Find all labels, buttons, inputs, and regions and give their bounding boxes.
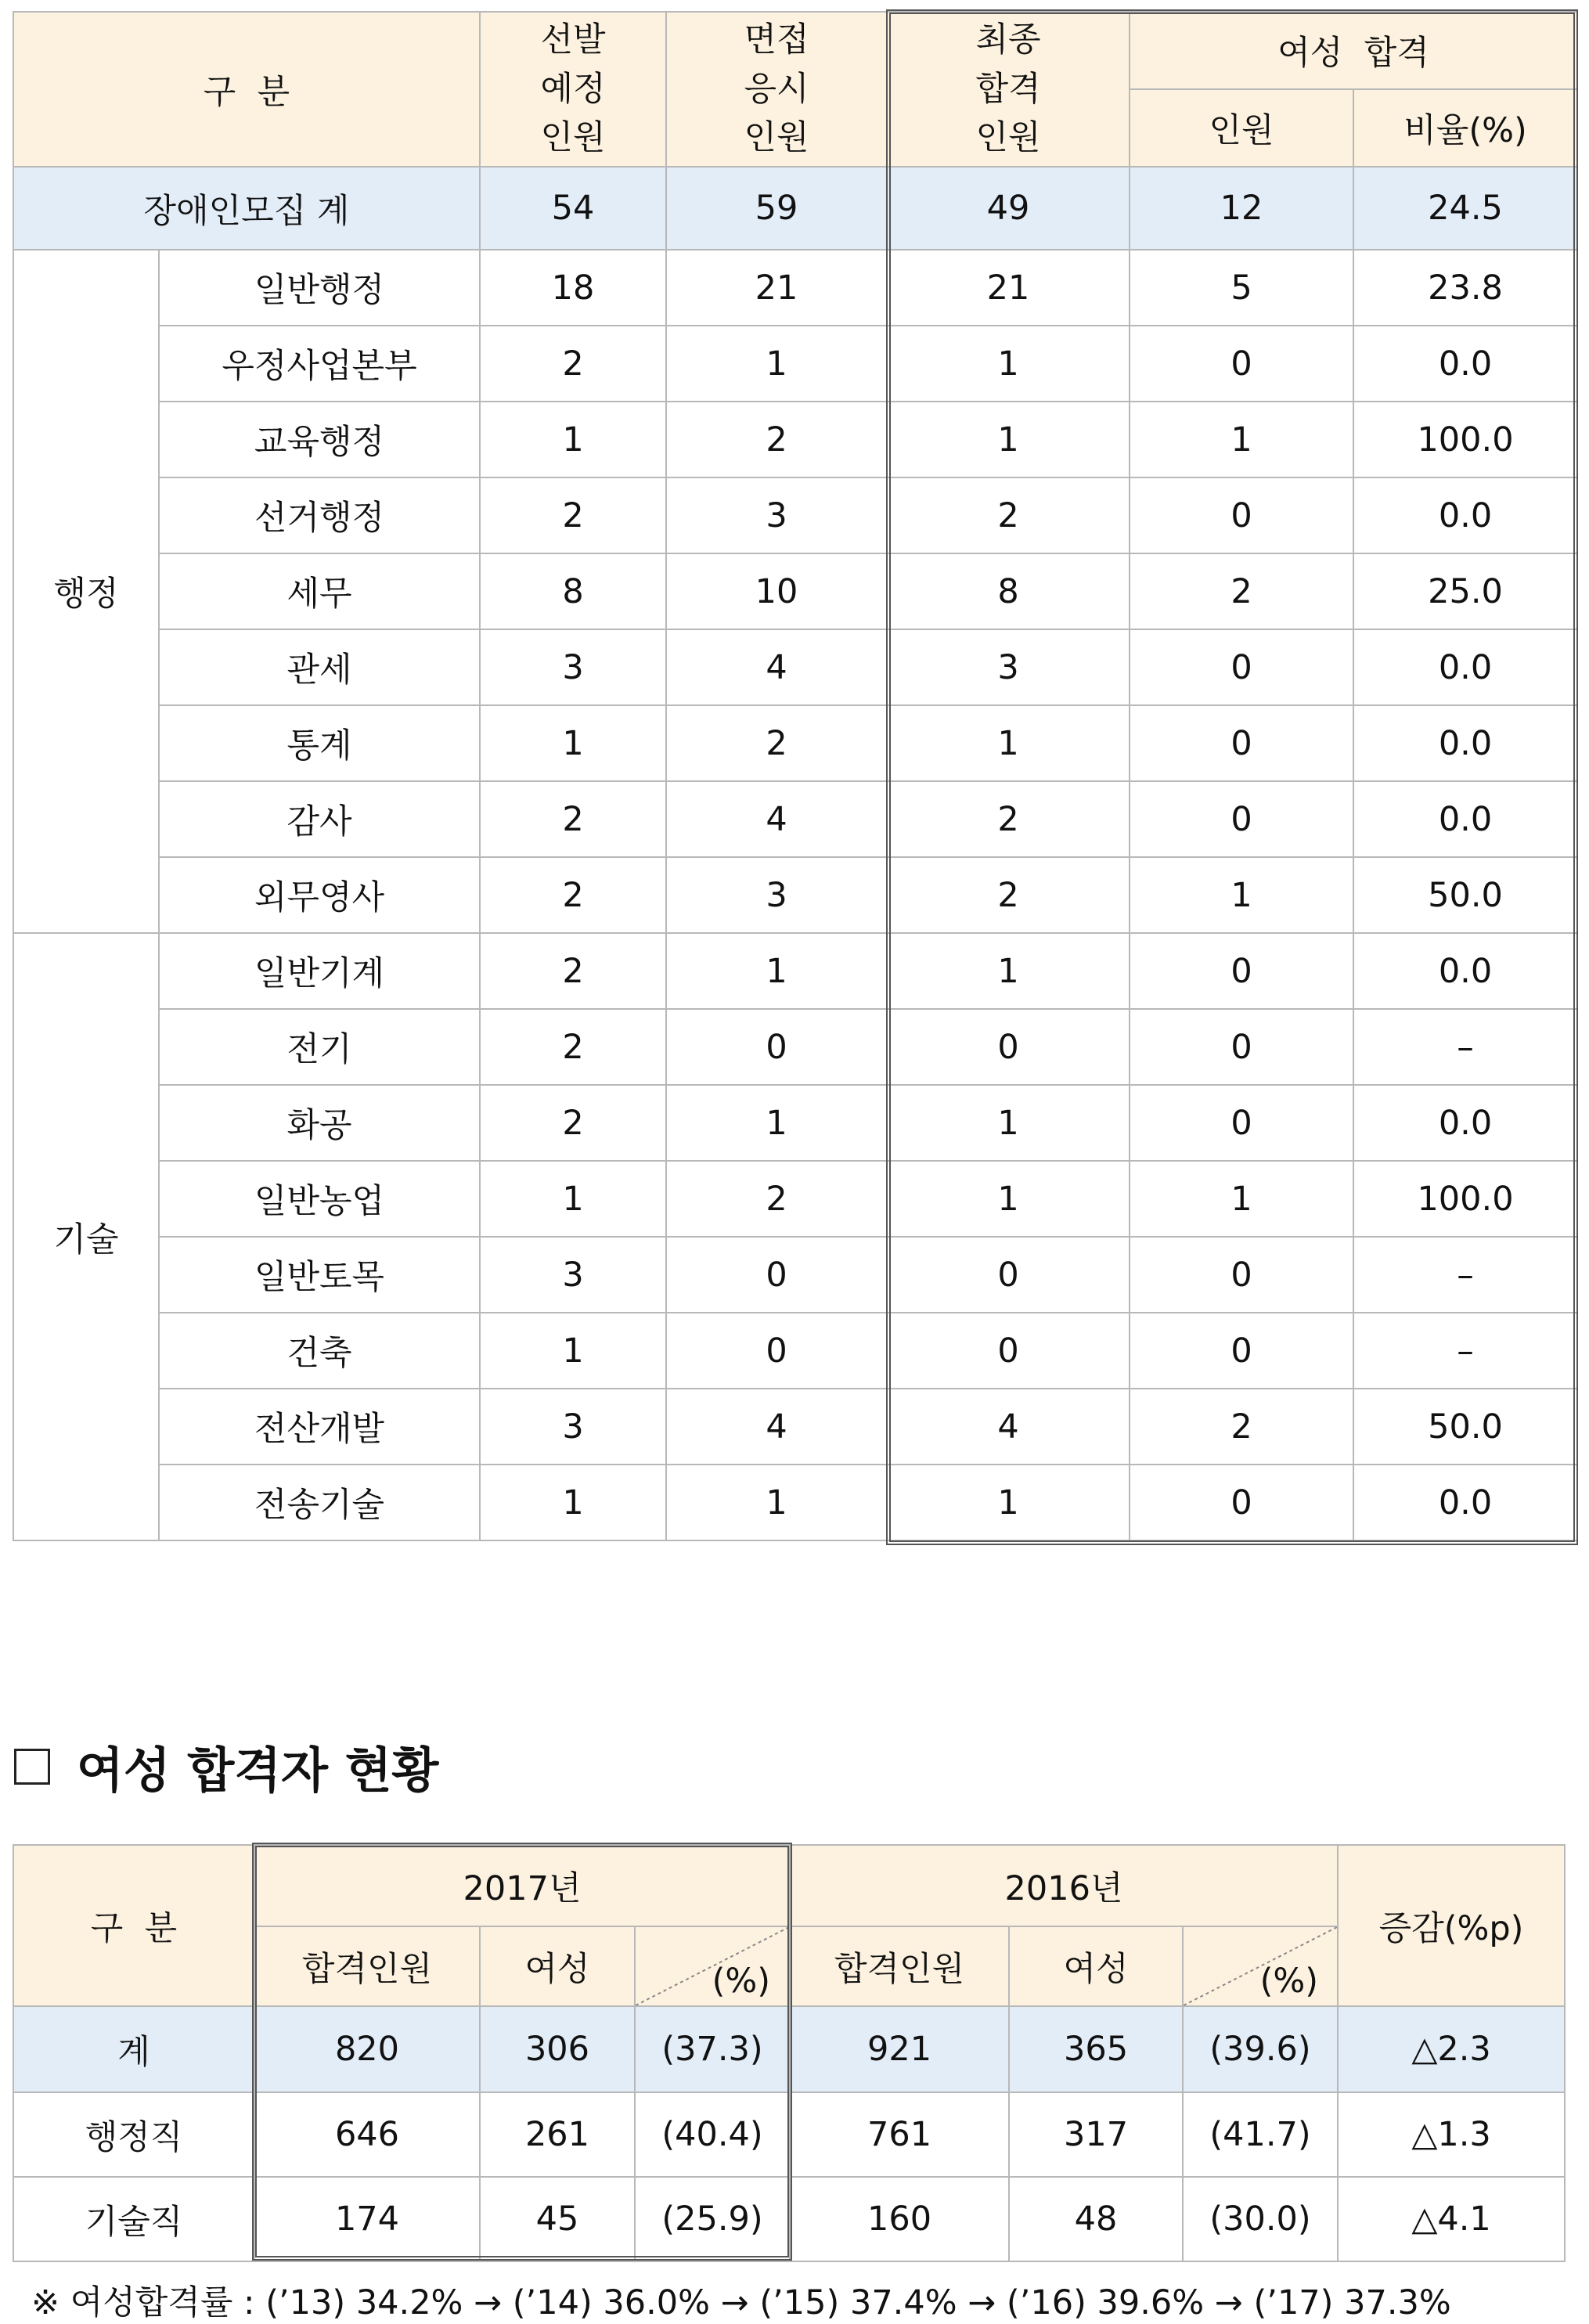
total-cell: 59 xyxy=(666,167,887,250)
table-row xyxy=(13,857,1577,933)
table-cell: 8 xyxy=(480,553,666,629)
table-cell: 2 xyxy=(480,933,666,1009)
table-cell: 1 xyxy=(666,1085,887,1161)
table-row xyxy=(13,1313,1577,1389)
row-label: 선거행정 xyxy=(159,477,480,553)
table-cell: – xyxy=(1353,1313,1577,1389)
table-cell: 0 xyxy=(1130,1237,1353,1313)
table-cell: 1 xyxy=(887,1161,1130,1237)
checkbox-square-icon xyxy=(14,1749,50,1785)
table-cell: 1 xyxy=(480,1465,666,1540)
table-cell: 2 xyxy=(480,326,666,402)
header-interview: 면접 응시 인원 xyxy=(666,12,887,167)
table-cell: 3 xyxy=(480,629,666,705)
table-cell: 1 xyxy=(887,326,1130,402)
table-cell: 23.8 xyxy=(1353,250,1577,326)
table-row xyxy=(13,1085,1577,1161)
table-cell: 48 xyxy=(1009,2177,1183,2261)
table-row xyxy=(13,705,1577,781)
table-cell: 2 xyxy=(480,1085,666,1161)
table-cell: 317 xyxy=(1009,2092,1183,2177)
table-row xyxy=(13,2177,1565,2261)
table-cell: 2 xyxy=(666,402,887,477)
table-cell: 0.0 xyxy=(1353,477,1577,553)
row-label: 일반행정 xyxy=(159,250,480,326)
table-row xyxy=(13,2092,1565,2177)
table-cell: 0.0 xyxy=(1353,629,1577,705)
header-planned: 선발 예정 인원 xyxy=(480,12,666,167)
table-cell: 4 xyxy=(666,781,887,857)
table-row xyxy=(13,326,1577,402)
table-cell: 2 xyxy=(887,781,1130,857)
row-label: 일반기계 xyxy=(159,933,480,1009)
row-label: 관세 xyxy=(159,629,480,705)
table-cell: (25.9) xyxy=(635,2177,790,2261)
header-female-2016: 여성 xyxy=(1009,1926,1183,2006)
header-pct-label: (%) xyxy=(712,1962,771,2001)
table-row xyxy=(13,1389,1577,1465)
table-cell: 1 xyxy=(887,1465,1130,1540)
table-cell: 0.0 xyxy=(1353,933,1577,1009)
table-cell: 0.0 xyxy=(1353,1465,1577,1540)
table-row xyxy=(13,402,1577,477)
table-cell: (30.0) xyxy=(1183,2177,1338,2261)
table-cell: (39.6) xyxy=(1183,2006,1338,2092)
row-label: 전기 xyxy=(159,1009,480,1085)
table-cell: (41.7) xyxy=(1183,2092,1338,2177)
table-cell: 261 xyxy=(480,2092,635,2177)
table-cell: 2 xyxy=(666,1161,887,1237)
table-cell: 5 xyxy=(1130,250,1353,326)
header-pct-2017 xyxy=(635,1926,790,2006)
table-cell: 2 xyxy=(480,857,666,933)
section-title-text: 여성 합격자 현황 xyxy=(77,1742,439,1799)
table-cell: 8 xyxy=(887,553,1130,629)
header-2016: 2016년 xyxy=(790,1845,1338,1926)
table-cell: 2 xyxy=(887,857,1130,933)
row-label: 외무영사 xyxy=(159,857,480,933)
table-row xyxy=(13,629,1577,705)
table-cell: 21 xyxy=(887,250,1130,326)
table-cell: 0 xyxy=(887,1237,1130,1313)
table-cell: 50.0 xyxy=(1353,1389,1577,1465)
table-cell: 2 xyxy=(1130,553,1353,629)
table-cell: 2 xyxy=(1130,1389,1353,1465)
table-cell: 3 xyxy=(666,477,887,553)
table-cell: 0 xyxy=(1130,933,1353,1009)
header-passed-2016: 합격인원 xyxy=(790,1926,1009,2006)
table-cell: 0 xyxy=(1130,1465,1353,1540)
table-cell: 2 xyxy=(887,477,1130,553)
table-cell: 4 xyxy=(887,1389,1130,1465)
table-cell: △4.1 xyxy=(1338,2177,1565,2261)
table-cell: 0 xyxy=(887,1009,1130,1085)
table-cell: 1 xyxy=(887,705,1130,781)
table-cell: 174 xyxy=(254,2177,480,2261)
female-pass-rate-note: ※ 여성합격률 : (’13) 34.2% → (’14) 36.0% → (’15) 37.4% → (’16) 39.6% → (’17) 37.3% xyxy=(31,2283,1451,2322)
header-category: 구 분 xyxy=(13,1845,254,2006)
table-cell: 3 xyxy=(480,1389,666,1465)
table-cell: 0 xyxy=(1130,629,1353,705)
row-label: 우정사업본부 xyxy=(159,326,480,402)
table-cell: △2.3 xyxy=(1338,2006,1565,2092)
group-label: 기술 xyxy=(13,933,159,1540)
table-cell: 4 xyxy=(666,1389,887,1465)
table-cell: 306 xyxy=(480,2006,635,2092)
table-cell: 0 xyxy=(1130,705,1353,781)
table-cell: 0.0 xyxy=(1353,781,1577,857)
table-row xyxy=(13,1237,1577,1313)
table-cell: 21 xyxy=(666,250,887,326)
table-cell: 0 xyxy=(666,1237,887,1313)
row-label: 행정직 xyxy=(13,2092,254,2177)
table-row xyxy=(13,250,1577,326)
header-change: 증감(%p) xyxy=(1338,1845,1565,2006)
table-cell: 18 xyxy=(480,250,666,326)
table-cell: 0.0 xyxy=(1353,705,1577,781)
table-cell: – xyxy=(1353,1237,1577,1313)
table-cell: 50.0 xyxy=(1353,857,1577,933)
table-cell: 0 xyxy=(1130,477,1353,553)
table-cell: 2 xyxy=(480,781,666,857)
header-passed-2017: 합격인원 xyxy=(254,1926,480,2006)
table-cell: 3 xyxy=(480,1237,666,1313)
group-label: 행정 xyxy=(13,250,159,933)
row-label: 일반토목 xyxy=(159,1237,480,1313)
total-cell: 24.5 xyxy=(1353,167,1577,250)
table-cell: 45 xyxy=(480,2177,635,2261)
header-female: 여성 합격 xyxy=(1130,12,1577,89)
row-label: 계 xyxy=(13,2006,254,2092)
table-cell: 1 xyxy=(666,1465,887,1540)
table-cell: 365 xyxy=(1009,2006,1183,2092)
table-cell: 2 xyxy=(480,1009,666,1085)
header-category: 구 분 xyxy=(13,12,480,167)
row-label: 기술직 xyxy=(13,2177,254,2261)
table-cell: 1 xyxy=(480,705,666,781)
table-cell: 0 xyxy=(666,1313,887,1389)
table-cell: (37.3) xyxy=(635,2006,790,2092)
table-cell: 3 xyxy=(887,629,1130,705)
table-row xyxy=(13,1009,1577,1085)
table-cell: 1 xyxy=(887,402,1130,477)
table-cell: (40.4) xyxy=(635,2092,790,2177)
female-pass-table xyxy=(13,1844,1566,2262)
section-title xyxy=(14,1731,438,1801)
table-cell: 1 xyxy=(666,326,887,402)
table-cell: 4 xyxy=(666,629,887,705)
table-cell: 646 xyxy=(254,2092,480,2177)
header-pct-label: (%) xyxy=(1259,1962,1319,2001)
table-cell: 160 xyxy=(790,2177,1009,2261)
row-label: 건축 xyxy=(159,1313,480,1389)
table-cell: 761 xyxy=(790,2092,1009,2177)
table-cell: 921 xyxy=(790,2006,1009,2092)
table-cell: △1.3 xyxy=(1338,2092,1565,2177)
row-label: 감사 xyxy=(159,781,480,857)
table-cell: 1 xyxy=(1130,857,1353,933)
table-cell: 0 xyxy=(887,1313,1130,1389)
total-label: 장애인모집 계 xyxy=(13,167,480,250)
header-pct-2016 xyxy=(1183,1926,1338,2006)
table-cell: 0 xyxy=(1130,1009,1353,1085)
table-row xyxy=(13,933,1577,1009)
table-cell: 100.0 xyxy=(1353,402,1577,477)
table-row xyxy=(13,781,1577,857)
table-row xyxy=(13,1465,1577,1540)
row-label: 교육행정 xyxy=(159,402,480,477)
table-cell: 0 xyxy=(1130,326,1353,402)
table-row xyxy=(13,477,1577,553)
table-cell: 1 xyxy=(887,1085,1130,1161)
table-cell: 1 xyxy=(480,1161,666,1237)
total-cell: 54 xyxy=(480,167,666,250)
table-cell: 0 xyxy=(1130,1313,1353,1389)
header-female-ratio: 비율(%) xyxy=(1353,89,1577,167)
header-female-2017: 여성 xyxy=(480,1926,635,2006)
table-cell: 0 xyxy=(1130,781,1353,857)
recruitment-table xyxy=(13,11,1578,1541)
row-label: 세무 xyxy=(159,553,480,629)
table-cell: – xyxy=(1353,1009,1577,1085)
table-cell: 1 xyxy=(480,1313,666,1389)
table-row xyxy=(13,2006,1565,2092)
table-cell: 0.0 xyxy=(1353,1085,1577,1161)
table-cell: 1 xyxy=(666,933,887,1009)
table-cell: 1 xyxy=(1130,402,1353,477)
table-cell: 820 xyxy=(254,2006,480,2092)
row-label: 전송기술 xyxy=(159,1465,480,1540)
table-row xyxy=(13,1161,1577,1237)
table-cell: 0 xyxy=(1130,1085,1353,1161)
table-cell: 25.0 xyxy=(1353,553,1577,629)
row-label: 일반농업 xyxy=(159,1161,480,1237)
total-cell: 49 xyxy=(887,167,1130,250)
table-cell: 2 xyxy=(480,477,666,553)
header-final: 최종 합격 인원 xyxy=(887,12,1130,167)
row-label: 화공 xyxy=(159,1085,480,1161)
table-cell: 1 xyxy=(1130,1161,1353,1237)
header-2017: 2017년 xyxy=(254,1845,790,1926)
table-cell: 10 xyxy=(666,553,887,629)
table-cell: 3 xyxy=(666,857,887,933)
table-cell: 100.0 xyxy=(1353,1161,1577,1237)
table-cell: 1 xyxy=(480,402,666,477)
total-cell: 12 xyxy=(1130,167,1353,250)
table-cell: 2 xyxy=(666,705,887,781)
row-label: 전산개발 xyxy=(159,1389,480,1465)
table-cell: 0.0 xyxy=(1353,326,1577,402)
header-female-count: 인원 xyxy=(1130,89,1353,167)
table-cell: 1 xyxy=(887,933,1130,1009)
table-row xyxy=(13,553,1577,629)
row-label: 통계 xyxy=(159,705,480,781)
table-cell: 0 xyxy=(666,1009,887,1085)
